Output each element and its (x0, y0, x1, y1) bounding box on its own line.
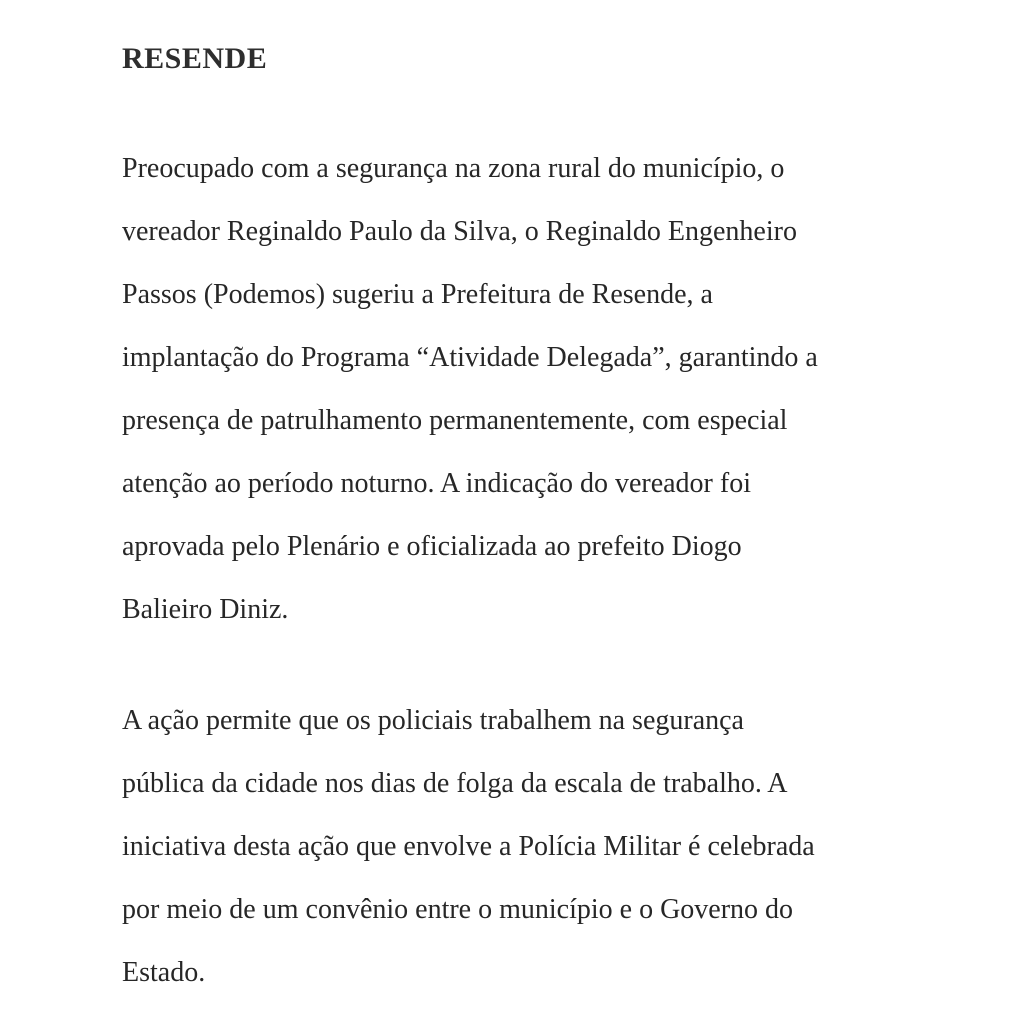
paragraph-line: vereador Reginaldo Paulo da Silva, o Reginaldo Engenheiro (122, 216, 797, 247)
paragraph-line: por meio de um convênio entre o município e o Governo do (122, 894, 794, 925)
paragraph-line: presença de patrulhamento permanentemente, com especial (122, 405, 788, 436)
page-title: RESENDE (122, 42, 268, 75)
paragraph-line: Estado. (122, 957, 206, 988)
paragraph-line: aprovada pelo Plenário e oficializada ao prefeito Diogo (122, 531, 742, 562)
paragraph-line: pública da cidade nos dias de folga da escala de trabalho. A (122, 768, 788, 799)
paragraph-1 (122, 137, 924, 641)
paragraph-line: Preocupado com a segurança na zona rural do município, o (122, 153, 785, 184)
paragraph-line: A ação permite que os policiais trabalhem na segurança (122, 705, 744, 736)
paragraph-line: iniciativa desta ação que envolve a Polícia Militar é celebrada (122, 831, 815, 862)
paragraph-line: implantação do Programa “Atividade Delegada”, garantindo a (122, 342, 818, 373)
paragraph-line: Balieiro Diniz. (122, 594, 289, 625)
paragraph-2 (122, 689, 924, 1004)
paragraph-line: Passos (Podemos) sugeriu a Prefeitura de Resende, a (122, 279, 713, 310)
paragraph-line: atenção ao período noturno. A indicação do vereador foi (122, 468, 751, 499)
